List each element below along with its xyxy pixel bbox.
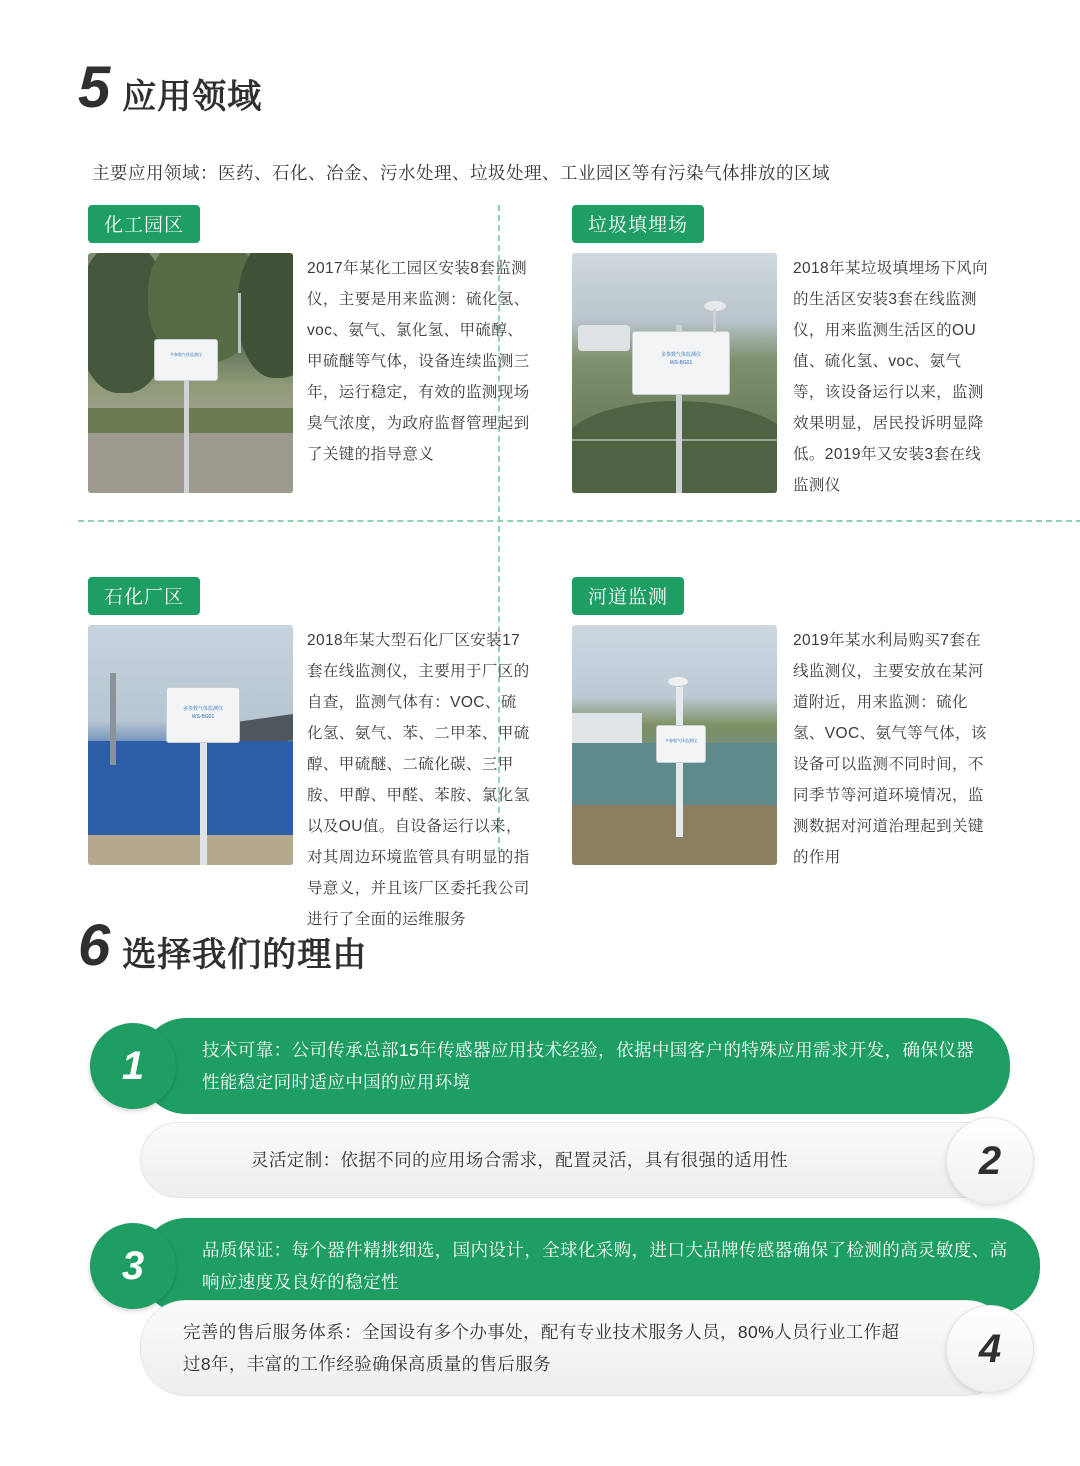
section-6-title: 选择我们的理由: [122, 936, 368, 975]
reason-pill-1: [140, 1018, 1010, 1114]
case-text: 2018年某大型石化厂区安装17套在线监测仪，主要用于厂区的自查，监测气体有：VOC、硫化氢、氨气、苯、二甲苯、甲硫醇、甲硫醚、二硫化碳、三甲胺、甲醇、甲醛、苯胺、氯化氢以及OU值。自设备运行以来，对其周边环境监管具有明显的指导意义，并且该厂区委托我公司进行了全面的运维服务: [307, 632, 530, 928]
case-photo-chemical-park: 多参数气体监测仪: [88, 253, 293, 493]
case-card-river: [548, 577, 1008, 935]
section-6-number: 6: [78, 913, 109, 978]
section-5-number: 5: [78, 55, 109, 120]
reason-item-1: [78, 1018, 1078, 1114]
case-card-petrochemical: [88, 577, 548, 935]
case-photo-landfill: 多参数气体监测仪 WS-BG01: [572, 253, 777, 493]
reason-pill-2: [140, 1122, 1012, 1198]
section-6-heading: [78, 913, 368, 978]
case-grid: [88, 205, 1008, 935]
reason-text: 品质保证：每个器件精挑细选，国内设计，全球化采购，进口大品牌传感器确保了检测的高灵敏度、高响应速度及良好的稳定性: [202, 1239, 1008, 1292]
reason-badge-2: 2: [946, 1117, 1034, 1205]
reason-text: 技术可靠：公司传承总部15年传感器应用技术经验，依据中国客户的特殊应用需求开发，确保仪器性能稳定同时适应中国的应用环境: [202, 1039, 975, 1092]
case-row-1: [88, 205, 1008, 501]
reason-text: 灵活定制：依据不同的应用场合需求，配置灵活，具有很强的适用性: [251, 1149, 788, 1170]
reason-item-2: [140, 1122, 1080, 1198]
case-card-chemical-park: [88, 205, 548, 501]
section-5-heading: [78, 55, 263, 120]
reason-badge-3: 3: [90, 1223, 176, 1309]
reason-badge-4: 4: [946, 1305, 1034, 1393]
case-tag: 垃圾填埋场: [572, 205, 704, 243]
case-card-landfill: [548, 205, 1008, 501]
application-intro-text: 主要应用领域：医药、石化、冶金、污水处理、垃圾处理、工业园区等有污染气体排放的区域: [92, 163, 830, 183]
case-photo-river: 多参数气体监测仪: [572, 625, 777, 865]
case-photo-petrochemical: 多参数气体监测仪 WS-BG01: [88, 625, 293, 865]
section-5-title: 应用领域: [122, 78, 263, 117]
case-text: 2017年某化工园区安装8套监测仪，主要是用来监测：硫化氢、voc、氨气、氯化氢、甲硫醇、甲硫醚等气体，设备连续监测三年，运行稳定，有效的监测现场臭气浓度，为政府监督管理起到了关键的指导意义: [307, 260, 530, 463]
reason-pill-4: [140, 1300, 1012, 1396]
reason-badge-1: 1: [90, 1023, 176, 1109]
case-text: 2018年某垃圾填埋场下风向的生活区安装3套在线监测仪，用来监测生活区的OU值、硫化氢、voc、氨气等，该设备运行以来，监测效果明显，居民投诉明显降低。2019年又安装3套在线监测仪: [793, 260, 989, 494]
case-tag: 河道监测: [572, 577, 684, 615]
reason-item-4: [140, 1300, 1080, 1396]
case-tag: 化工园区: [88, 205, 200, 243]
case-text: 2019年某水利局购买7套在线监测仪，主要安放在某河道附近，用来监测：硫化氢、VOC、氨气等气体，该设备可以监测不同时间，不同季节等河道环境情况，监测数据对河道治理起到关键的作用: [793, 632, 987, 866]
case-tag: 石化厂区: [88, 577, 200, 615]
reason-text: 完善的售后服务体系：全国设有多个办事处，配有专业技术服务人员，80%人员行业工作超过8年，丰富的工作经验确保高质量的售后服务: [183, 1321, 900, 1374]
case-row-2: [88, 577, 1008, 935]
